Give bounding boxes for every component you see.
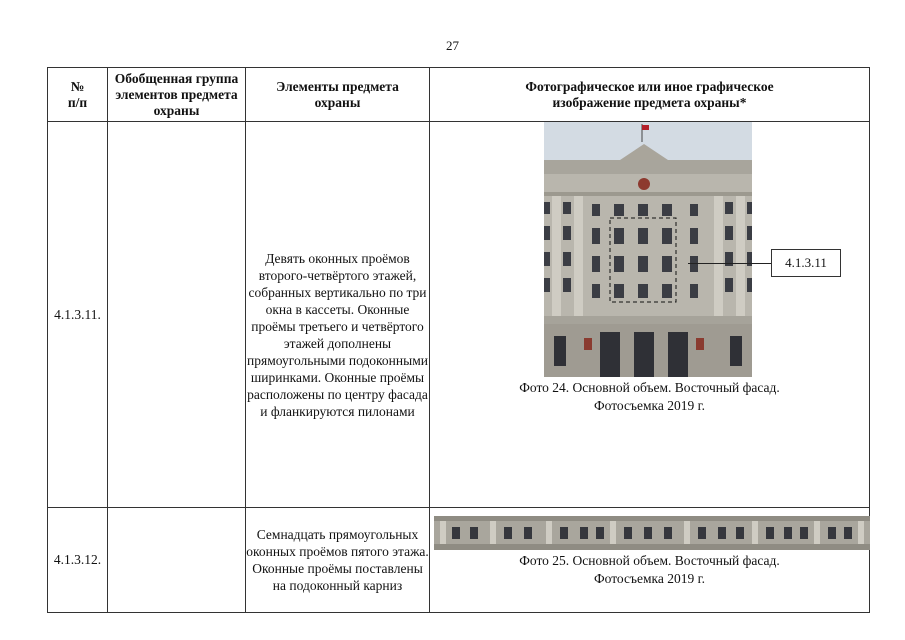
row-group <box>108 508 246 613</box>
row-elements: Девять оконных проёмов второго-четвёртого этажей, собранных вертикально по три окна в кассеты. Оконные проёмы третьего и четвёртого этажей дополнены прямоугольными подоконными ширинками. Оконные проёмы расположены по центру фасада и фланкируются пилонами <box>246 122 430 508</box>
row-number: 4.1.3.11. <box>48 122 108 508</box>
header-image <box>430 68 870 122</box>
row-elements: Семнадцать прямоугольных оконных проёмов пятого этажа. Оконные проёмы поставлены на подоконный карниз <box>246 508 430 613</box>
photo-25-caption <box>430 552 869 588</box>
header-group <box>108 68 246 122</box>
photo-24-caption <box>430 379 869 415</box>
photo-24-facade <box>544 122 752 377</box>
callout-leader-line <box>688 263 771 264</box>
page-number: 27 <box>446 38 459 53</box>
header-group-text: Обобщенная группа элементов предмета охраны <box>114 70 239 118</box>
table-row <box>48 508 870 613</box>
photo-25-caption-line2: Фотосъемка 2019 г. <box>593 571 706 586</box>
photo-25-image <box>434 516 870 550</box>
photo-callout-label: 4.1.3.11 <box>771 249 841 277</box>
table-row <box>48 122 870 508</box>
row-number: 4.1.3.12. <box>48 508 108 613</box>
photo-24-image <box>544 122 752 377</box>
photo-25-caption-line1: Фото 25. Основной объем. Восточный фасад. <box>519 553 780 568</box>
photo-24-caption-line2: Фотосъемка 2019 г. <box>593 398 706 413</box>
photo-25-facade-strip <box>434 516 870 550</box>
header-image-text: Фотографическое или иное графическое изображение предмета охраны* <box>525 78 774 110</box>
photo-24-caption-line1: Фото 24. Основной объем. Восточный фасад. <box>519 380 780 395</box>
header-number <box>48 68 108 122</box>
row-photo-cell <box>430 508 870 613</box>
row-photo-cell <box>430 122 870 508</box>
header-number-text: № п/п <box>67 78 88 110</box>
header-elements-text: Элементы предмета охраны <box>276 78 399 110</box>
table-header-row <box>48 68 870 122</box>
protected-elements-table <box>47 67 870 613</box>
row-group <box>108 122 246 508</box>
header-elements <box>246 68 430 122</box>
